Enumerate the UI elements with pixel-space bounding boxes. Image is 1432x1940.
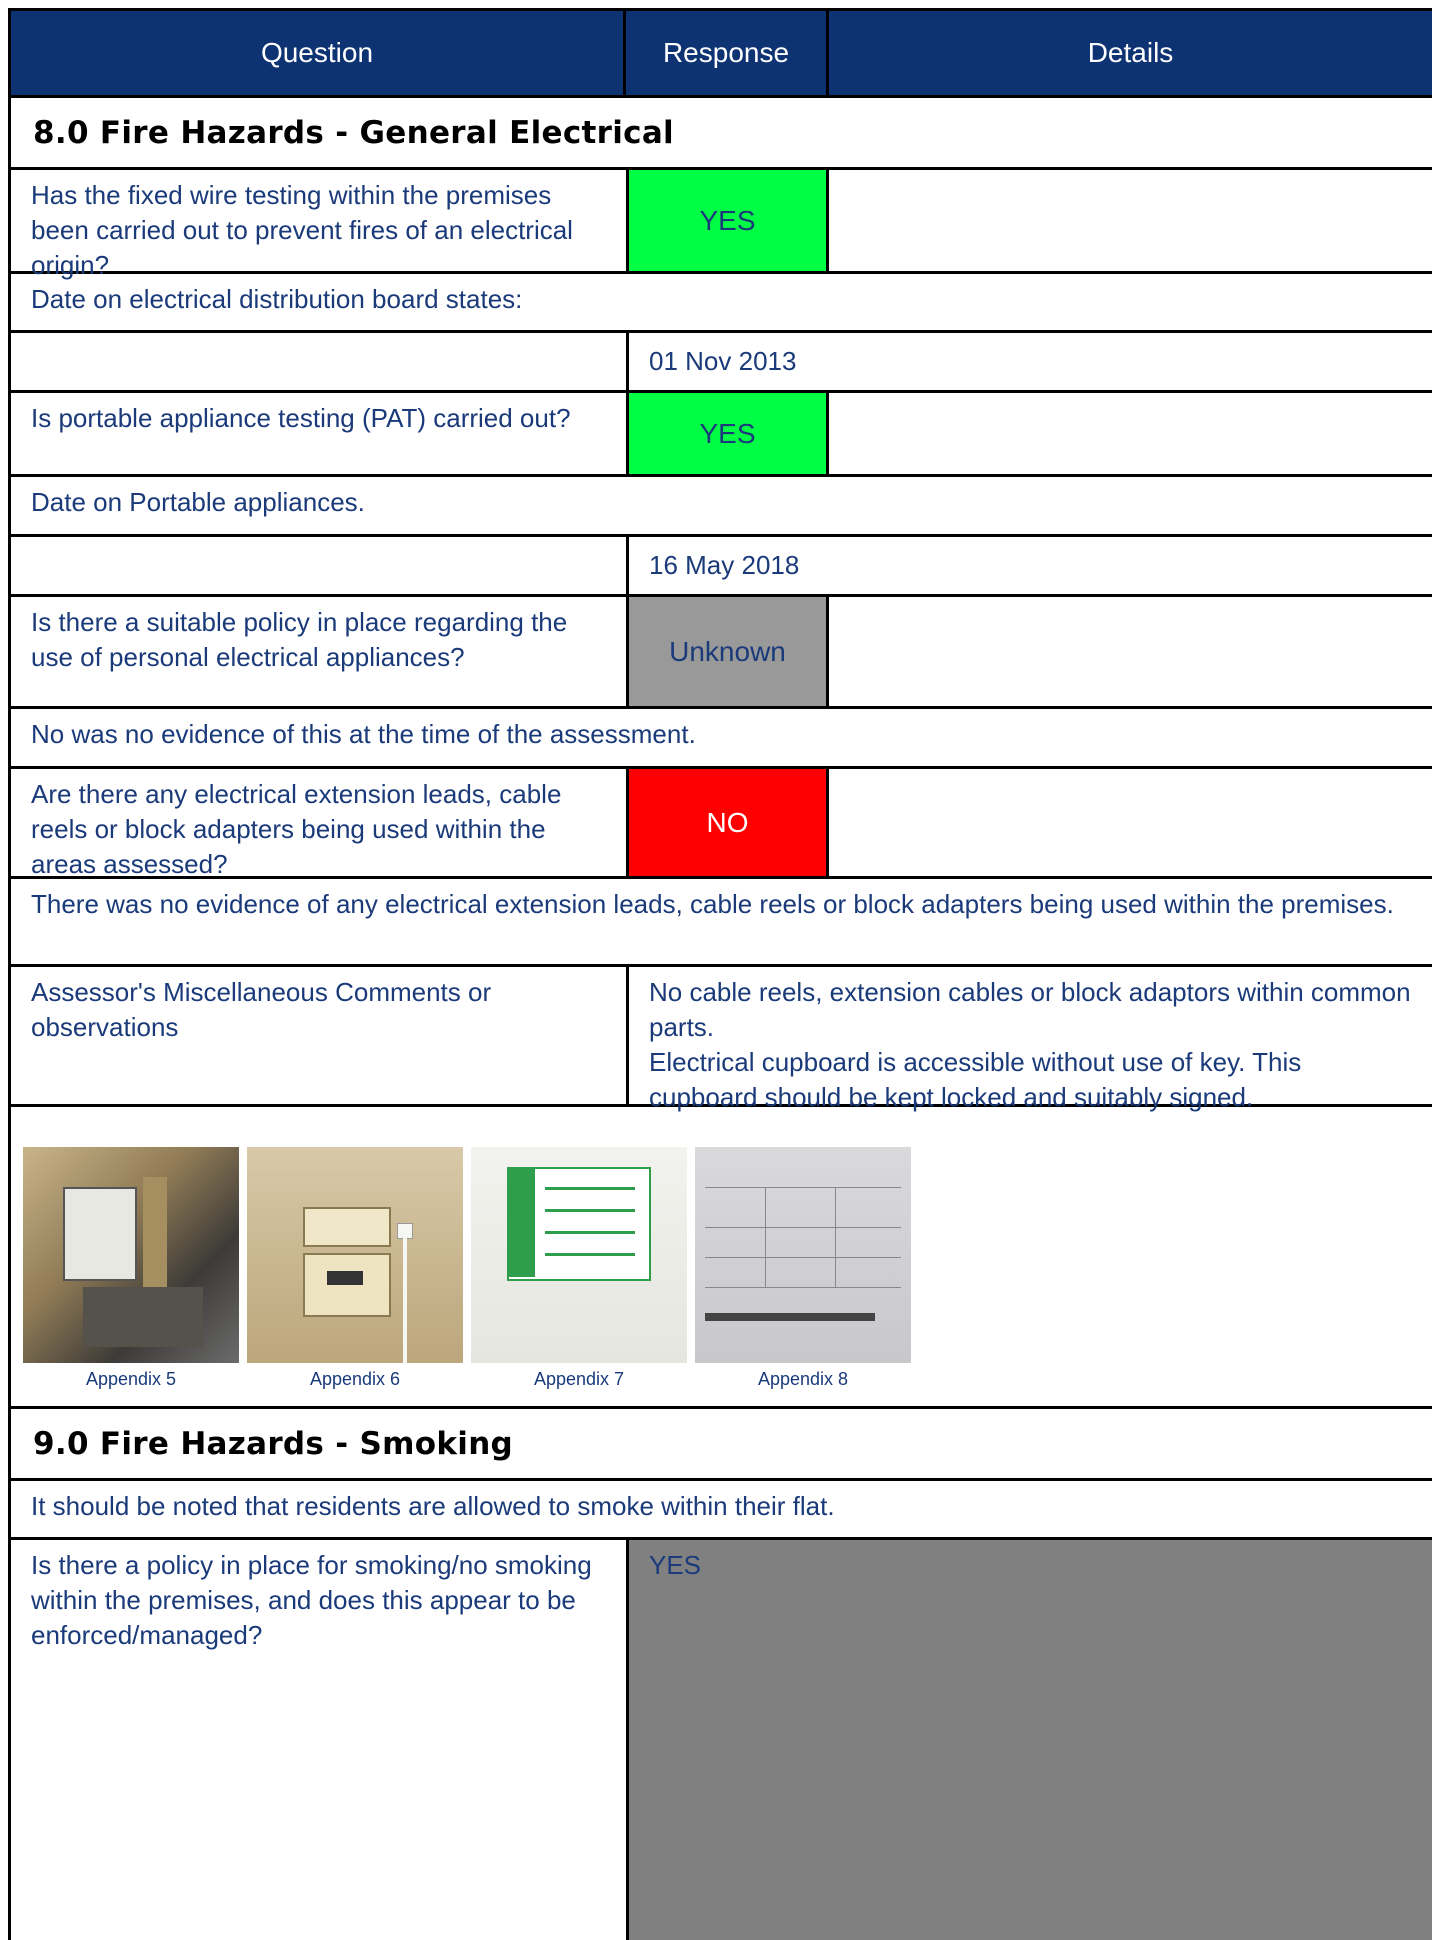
appendix-caption: Appendix 6	[309, 1369, 401, 1389]
note-row	[8, 709, 1432, 769]
notice-sheet-photo[interactable]	[695, 1147, 911, 1363]
comments-text	[629, 967, 1432, 1112]
blank-cell	[11, 537, 629, 594]
date-value: 16 May 2018	[649, 550, 800, 580]
details-cell	[829, 597, 1432, 706]
appendix-caption: Appendix 5	[85, 1369, 177, 1389]
appendix-thumbnail[interactable]	[695, 1147, 911, 1390]
response-value: YES	[629, 1540, 1432, 1940]
question-row	[8, 393, 1432, 477]
response-badge-no: NO	[629, 769, 829, 876]
question-text: Is portable appliance testing (PAT) carried out?	[11, 393, 629, 474]
details-cell	[829, 769, 1432, 876]
table-header	[8, 8, 1432, 98]
appendix-thumbnail[interactable]	[247, 1147, 463, 1390]
question-text: Has the fixed wire testing within the premises been carried out to prevent fires of an electrical origin?	[11, 170, 629, 271]
note-text: It should be noted that residents are allowed to smoke within their flat.	[31, 1491, 835, 1521]
appendix-row	[8, 1107, 1432, 1409]
question-text: Are there any electrical extension leads, cable reels or block adapters being used within the areas assessed?	[11, 769, 629, 876]
note-row	[8, 879, 1432, 967]
section-heading-row	[8, 1409, 1432, 1481]
appendix-caption: Appendix 7	[533, 1369, 625, 1389]
note-text: There was no evidence of any electrical extension leads, cable reels or block adapters being used within the premises.	[31, 889, 1394, 919]
column-header-details: Details	[1087, 37, 1174, 68]
note-row	[8, 477, 1432, 537]
appendix-gallery	[23, 1147, 911, 1390]
details-cell	[829, 170, 1432, 271]
question-row	[8, 170, 1432, 280]
distribution-board-photo[interactable]	[247, 1147, 463, 1363]
column-header-question: Question	[11, 11, 626, 95]
blank-cell	[11, 333, 629, 390]
note-text: Date on electrical distribution board states:	[31, 284, 523, 314]
appendix-thumbnail[interactable]	[471, 1147, 687, 1390]
date-value: 01 Nov 2013	[649, 346, 797, 376]
question-text: Is there a suitable policy in place regarding the use of personal electrical appliances?	[11, 597, 629, 706]
date-row	[8, 537, 1432, 597]
response-badge-unknown: Unknown	[629, 597, 829, 706]
question-row	[8, 769, 1432, 879]
note-text: Date on Portable appliances.	[31, 487, 365, 517]
section-title: 8.0 Fire Hazards - General Electrical	[33, 114, 674, 151]
note-row	[8, 1481, 1432, 1540]
comments-row	[8, 967, 1432, 1112]
comments-label: Assessor's Miscellaneous Comments or observations	[11, 967, 629, 1104]
comment-line: No cable reels, extension cables or block adaptors within common parts.	[649, 977, 1411, 1042]
question-text: Is there a policy in place for smoking/no smoking within the premises, and does this appear to be enforced/managed?	[11, 1540, 629, 1940]
pat-label-photo[interactable]	[471, 1147, 687, 1363]
meter-cupboard-photo[interactable]	[23, 1147, 239, 1363]
appendix-caption: Appendix 8	[757, 1369, 849, 1389]
appendix-thumbnail[interactable]	[23, 1147, 239, 1390]
comment-line: Electrical cupboard is accessible without use of key. This cupboard should be kept locked and suitably signed.	[649, 1047, 1302, 1112]
question-row	[8, 597, 1432, 709]
response-badge-yes: YES	[629, 393, 829, 474]
assessment-table	[8, 8, 1432, 1940]
note-row	[8, 274, 1432, 333]
note-text: No was no evidence of this at the time of the assessment.	[31, 719, 696, 749]
column-header-response: Response	[626, 11, 829, 95]
section-heading-row	[8, 98, 1432, 170]
response-badge-yes: YES	[629, 170, 829, 271]
details-cell	[829, 393, 1432, 474]
date-row	[8, 333, 1432, 393]
section-title: 9.0 Fire Hazards - Smoking	[33, 1425, 514, 1462]
question-row	[8, 1540, 1432, 1940]
